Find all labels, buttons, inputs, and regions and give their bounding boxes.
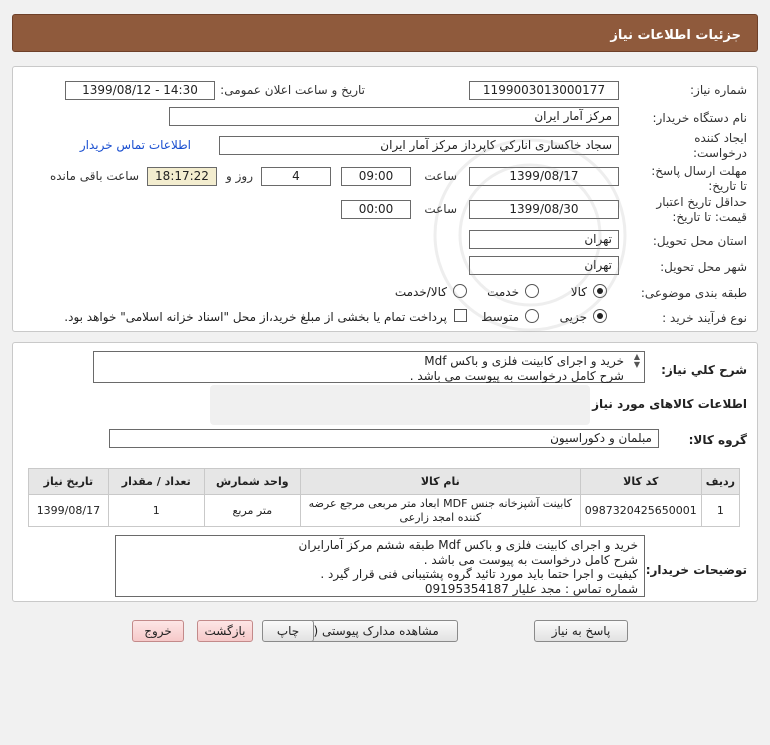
page-header — [12, 14, 758, 52]
scroll-arrows-icon[interactable]: ▲ ▼ — [633, 352, 640, 369]
col-code: کد کالا — [580, 469, 701, 495]
validity-time-label: ساعت — [424, 202, 457, 216]
buyer-note-line-1: خرید و اجرای کابینت فلزی و باکس Mdf طبقه ششم مرکز آمارایران — [298, 538, 638, 552]
row-name-line-2: کننده امجد زارعی — [399, 510, 482, 524]
process-option-minor: جزیی — [559, 310, 587, 324]
deadline-date-field: 1399/08/17 — [469, 167, 619, 186]
row-name — [300, 495, 580, 527]
buyer-note-line-3: کیفیت و اجرا حتما باید مورد تائید گروه پشتیبانی فنی قرار گیرد . — [320, 567, 638, 581]
col-index: ردیف — [701, 469, 739, 495]
row-code: 0987320425650001 — [580, 495, 701, 527]
province-label: استان محل تحویل: — [652, 234, 747, 248]
process-label: نوع فرآیند خرید : — [662, 311, 747, 325]
buyer-org-label: نام دستگاه خریدار: — [652, 111, 747, 125]
buyer-notes-box — [115, 535, 645, 597]
print-button[interactable]: چاپ — [262, 620, 314, 642]
deadline-time-label: ساعت — [424, 169, 457, 183]
row-index: 1 — [701, 495, 739, 527]
col-name: نام کالا — [300, 469, 580, 495]
process-radio-minor[interactable] — [593, 309, 607, 323]
days-remaining-field: 4 — [261, 167, 331, 186]
need-summary-line-1: خرید و اجرای کابینت فلزی و باکس Mdf — [424, 354, 624, 368]
need-summary-box[interactable] — [93, 351, 645, 383]
category-option-service: خدمت — [487, 285, 519, 299]
exit-button[interactable]: خروج — [132, 620, 184, 642]
buyer-org-field: مرکز آمار ایران — [169, 107, 619, 126]
remaining-time-label: ساعت باقی مانده — [49, 169, 139, 183]
category-radio-goods-service[interactable] — [453, 284, 467, 298]
validity-label-2: قیمت: تا تاریخ: — [672, 210, 747, 224]
col-date: تاریخ نیاز — [29, 469, 109, 495]
validity-date-field: 1399/08/30 — [469, 200, 619, 219]
goods-group-label: گروه کالا: — [688, 433, 747, 447]
buyer-note-line-4: شماره تماس : مجد علیار 09195354187 — [424, 581, 638, 596]
goods-group-field: مبلمان و دکوراسیون — [109, 429, 659, 448]
contact-info-link[interactable]: اطلاعات تماس خریدار — [79, 138, 191, 152]
category-option-goods-service: کالا/خدمت — [394, 285, 447, 299]
city-label: شهر محل تحویل: — [660, 260, 747, 274]
need-info-panel — [12, 66, 758, 332]
need-number-field: 1199003013000177 — [469, 81, 619, 100]
goods-table — [28, 468, 740, 527]
requester-label-2: درخواست: — [693, 146, 747, 160]
remaining-time-field: 18:17:22 — [147, 167, 217, 186]
row-qty: 1 — [108, 495, 204, 527]
need-summary-line-2: شرح کامل درخواست به پیوست می باشد . — [409, 369, 624, 383]
process-option-medium: متوسط — [481, 310, 519, 324]
need-details-panel — [12, 342, 758, 602]
back-button[interactable]: بازگشت — [197, 620, 253, 642]
validity-time-field: 00:00 — [341, 200, 411, 219]
category-radio-goods[interactable] — [593, 284, 607, 298]
goods-section-title: اطلاعات کالاهای مورد نیاز — [592, 397, 747, 411]
buyer-note-line-2: شرح کامل درخواست به پیوست می باشد . — [423, 552, 638, 567]
requester-field: سجاد خاکساری اناركي كاپرداز مرکز آمار ایران — [219, 136, 619, 155]
days-label: روز و — [226, 169, 253, 183]
row-unit: متر مربع — [204, 495, 300, 527]
col-unit: واحد شمارش — [204, 469, 300, 495]
province-field: تهران — [469, 230, 619, 249]
col-qty: تعداد / مقدار — [108, 469, 204, 495]
buyer-notes-label: توضیحات خریدار: — [645, 563, 747, 577]
treasury-payment-checkbox[interactable] — [454, 309, 467, 322]
deadline-label-2: تا تاریخ: — [708, 179, 747, 193]
need-number-label: شماره نیاز: — [690, 83, 747, 97]
announce-label: تاریخ و ساعت اعلان عمومی: — [220, 83, 365, 97]
validity-label-1: حداقل تاریخ اعتبار — [656, 195, 747, 209]
need-summary-label: شرح كلي نياز: — [661, 363, 747, 377]
deadline-time-field: 09:00 — [341, 167, 411, 186]
treasury-payment-note: پرداخت تمام یا بخشی از مبلغ خرید،از محل "اسناد خزانه اسلامی" خواهد بود. — [64, 310, 447, 324]
requester-label-1: ایجاد کننده — [694, 131, 747, 145]
goods-table-header — [29, 469, 740, 495]
process-radio-medium[interactable] — [525, 309, 539, 323]
reply-button[interactable]: پاسخ به نیاز — [534, 620, 628, 642]
category-radio-service[interactable] — [525, 284, 539, 298]
announce-datetime-field: 1399/08/12 - 14:30 — [65, 81, 215, 100]
table-row — [29, 495, 740, 527]
row-name-line-1: کابینت آشپزخانه جنس MDF ابعاد متر مربعی مرجع عرضه — [308, 496, 572, 510]
page-title: جزئیات اطلاعات نیاز — [610, 28, 741, 43]
attachments-button[interactable]: مشاهده مدارک پیوستی ( — [282, 620, 458, 642]
city-field: تهران — [469, 256, 619, 275]
deadline-label-1: مهلت ارسال پاسخ: — [651, 164, 747, 178]
row-date: 1399/08/17 — [29, 495, 109, 527]
category-label: طبقه بندی موضوعی: — [640, 286, 747, 300]
category-option-goods: کالا — [570, 285, 587, 299]
